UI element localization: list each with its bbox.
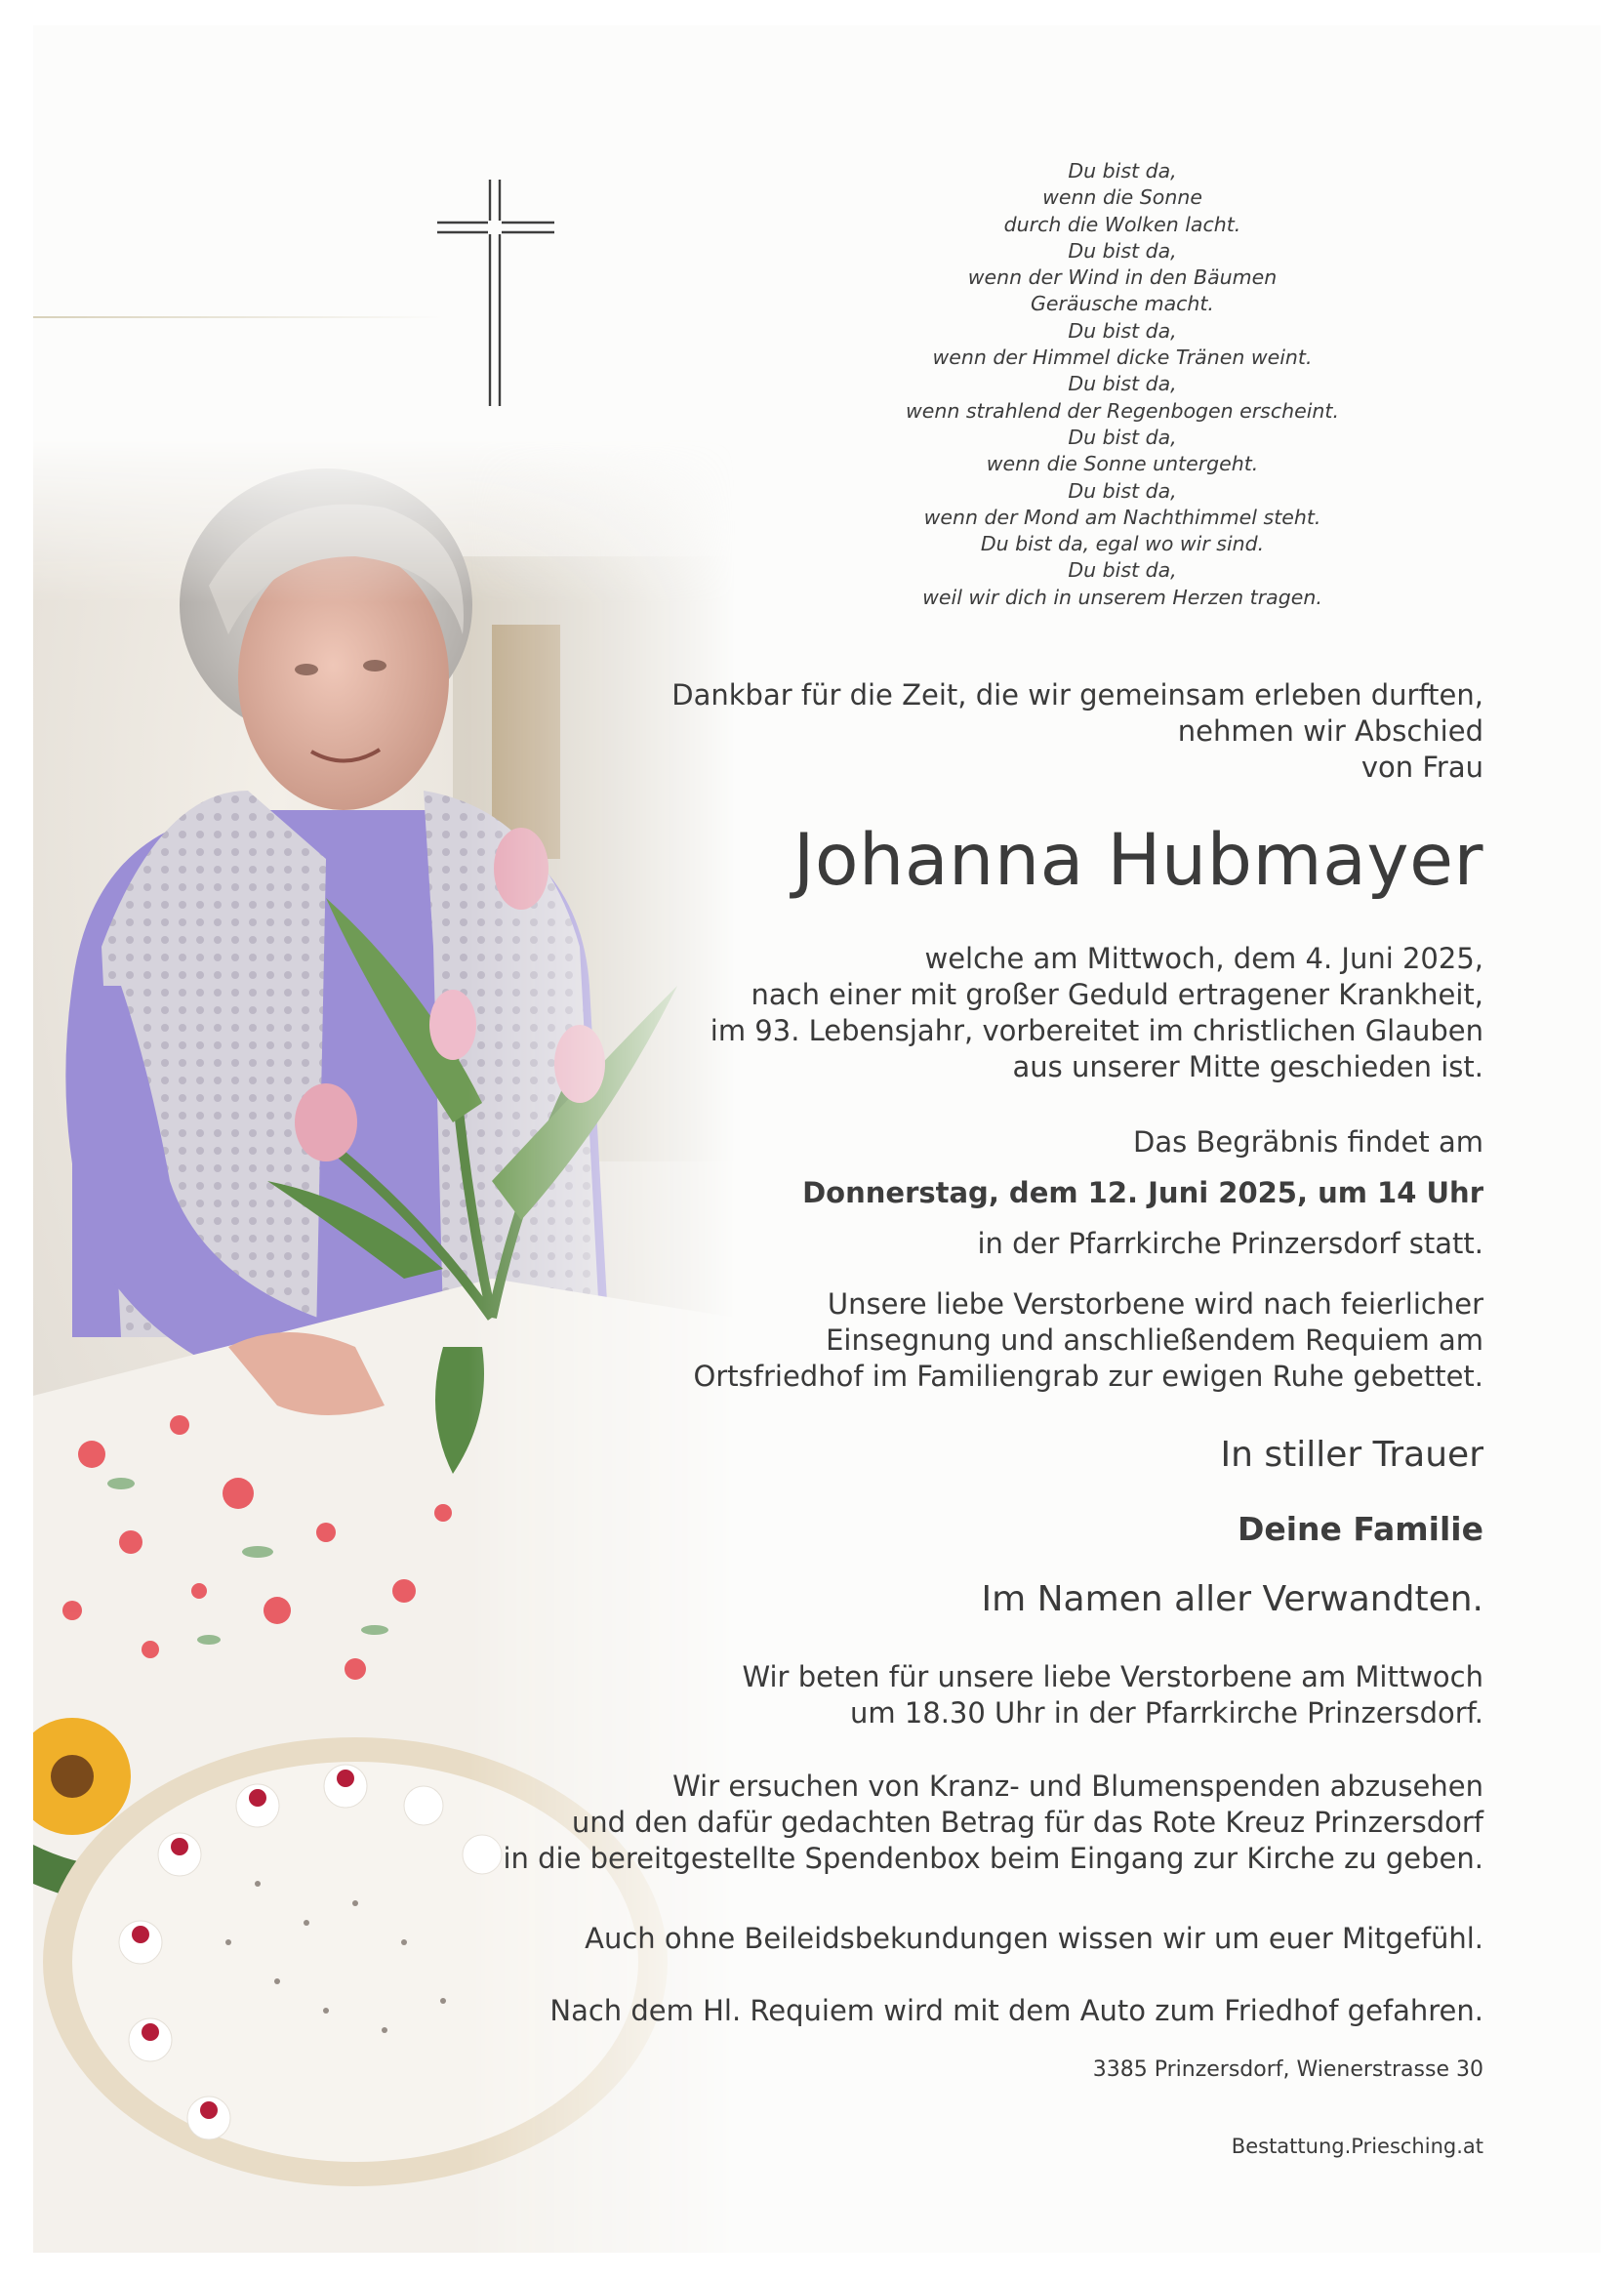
- death-line: welche am Mittwoch, dem 4. Juni 2025,: [924, 942, 1483, 975]
- condolence-text: Auch ohne Beileidsbekundungen wissen wir um euer Mitgefühl.: [585, 1922, 1483, 1955]
- interment-line: Einsegnung und anschließendem Requiem am: [826, 1323, 1483, 1357]
- poem-line: wenn strahlend der Regenbogen erscheint.: [906, 398, 1339, 423]
- prayer-line: um 18.30 Uhr in der Pfarrkirche Prinzersdorf.: [849, 1696, 1483, 1730]
- transport-text: Nach dem Hl. Requiem wird mit dem Auto zum Friedhof gefahren.: [549, 1994, 1483, 2027]
- death-line: nach einer mit großer Geduld ertragener Krankheit,: [751, 978, 1483, 1011]
- burial-date: Donnerstag, dem 12. Juni 2025, um 14 Uhr: [802, 1176, 1483, 1209]
- poem-line: Du bist da,: [1068, 558, 1177, 583]
- burial-intro: Das Begräbnis findet am: [1133, 1125, 1483, 1159]
- interment-line: Unsere liebe Verstorbene wird nach feierlicher: [827, 1287, 1483, 1321]
- poem-line: Du bist da,: [1068, 238, 1177, 263]
- poem-line: Du bist da,: [1068, 425, 1177, 449]
- poem-line: wenn der Himmel dicke Tränen weint.: [932, 346, 1313, 370]
- poem-line: wenn die Sonne untergeht.: [986, 452, 1259, 476]
- cross-icon: [435, 178, 556, 408]
- poem: [820, 158, 1425, 611]
- intro-text: [671, 677, 1483, 786]
- burial-place: in der Pfarrkirche Prinzersdorf statt.: [977, 1227, 1483, 1260]
- donation-text: [503, 1769, 1483, 1877]
- donation-line: und den dafür gedachten Betrag für das Rote Kreuz Prinzersdorf: [571, 1806, 1483, 1839]
- poem-line: durch die Wolken lacht.: [1003, 212, 1241, 236]
- poem-line: Du bist da,: [1068, 318, 1177, 343]
- poem-line: weil wir dich in unserem Herzen tragen.: [922, 585, 1322, 609]
- poem-line: Du bist da,: [1068, 478, 1177, 503]
- intro-line: von Frau: [1360, 751, 1483, 784]
- death-line: im 93. Lebensjahr, vorbereitet im christlichen Glauben: [710, 1014, 1483, 1047]
- family-signature: Deine Familie: [1237, 1510, 1483, 1548]
- website-text: Bestattung.Priesching.at: [1231, 2135, 1483, 2158]
- address-text: 3385 Prinzersdorf, Wienerstrasse 30: [1092, 2057, 1483, 2082]
- poem-line: Du bist da, egal wo wir sind.: [980, 532, 1265, 556]
- intro-line: nehmen wir Abschied: [1177, 714, 1483, 748]
- portrait-photo: [33, 439, 736, 2253]
- interment-text: [694, 1286, 1483, 1395]
- death-line: aus unserer Mitte geschieden ist.: [1012, 1050, 1483, 1083]
- donation-line: Wir ersuchen von Kranz- und Blumenspenden abzusehen: [672, 1770, 1483, 1803]
- poem-line: wenn der Mond am Nachthimmel steht.: [923, 505, 1321, 529]
- poem-line: Du bist da,: [1068, 372, 1177, 396]
- intro-line: Dankbar für die Zeit, die wir gemeinsam erleben durften,: [671, 678, 1483, 712]
- poem-line: wenn der Wind in den Bäumen: [967, 265, 1278, 290]
- poem-line: wenn die Sonne: [1042, 185, 1202, 210]
- mourning-line: In stiller Trauer: [1220, 1435, 1483, 1475]
- decorative-rule: [33, 316, 443, 318]
- poem-line: Geräusche macht.: [1031, 292, 1214, 316]
- death-text: [710, 941, 1483, 1085]
- poem-line: Du bist da,: [1068, 159, 1177, 183]
- interment-line: Ortsfriedhof im Familiengrab zur ewigen Ruhe gebettet.: [693, 1360, 1483, 1393]
- prayer-text: [742, 1659, 1483, 1731]
- deceased-name: Johanna Hubmayer: [792, 819, 1483, 902]
- donation-line: in die bereitgestellte Spendenbox beim Eingang zur Kirche zu geben.: [503, 1842, 1483, 1875]
- relatives-line: Im Namen aller Verwandten.: [981, 1579, 1483, 1619]
- prayer-line: Wir beten für unsere liebe Verstorbene am Mittwoch: [742, 1660, 1483, 1693]
